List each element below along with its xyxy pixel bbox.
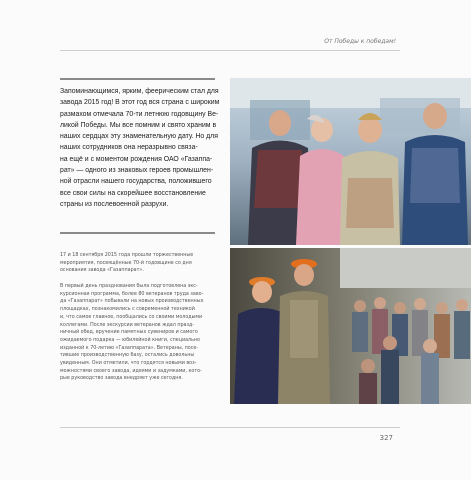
body-line: и, что самое главное, пообщались со своими молодыми	[60, 314, 203, 320]
body-line: площадках, познакомились с современной техникой	[60, 307, 195, 313]
body-line: 17 и 18 сентября 2015 года прошли торжественные	[60, 253, 194, 258]
lead-top-rule	[60, 78, 215, 80]
body-line: коллегами. После экскурсии ветеранов ждал празд-	[60, 322, 195, 328]
body-paragraph-1	[60, 252, 220, 275]
workers-crowd-photo	[230, 248, 471, 404]
lead-line: наших сотрудников она неразрывно связа-	[60, 144, 198, 152]
lead-line: завода 2015 год! В этот год вся страна с широким	[60, 99, 220, 107]
lead-line: наших сердцах эту знаменательную дату. Но для	[60, 133, 218, 141]
lead-paragraph	[60, 86, 220, 210]
body-line: В первый день празднования была подготовлена экс-	[60, 284, 198, 289]
lead-line: ликой Победы. Мы все помним и свято храним в	[60, 121, 217, 129]
lead-line: Запоминающимся, ярким, феерическим стал для	[60, 88, 219, 95]
body-paragraph-2	[60, 283, 220, 383]
lead-line: ной отрасли нашего государства, положившего	[60, 178, 212, 186]
lead-line: размахом отмечала 70-ти летнюю годовщину Ве-	[60, 110, 219, 118]
veterans-group-photo	[230, 78, 471, 245]
body-line: ничный обед, вручение памятных сувениров и самого	[60, 330, 198, 336]
body-line: изданной к 70-летию «Газаппарата». Ветераны, посе-	[60, 345, 199, 351]
body-line: курсионная программа, более 80 ветеранов труда заво-	[60, 291, 204, 297]
header-divider	[60, 50, 400, 51]
page-number: 327	[379, 434, 393, 442]
footer-divider	[60, 427, 400, 428]
body-line: можностями своего завода, идеями и задумками, кото-	[60, 368, 202, 374]
body-line: увиденным. Они отметили, что гордятся новыми воз-	[60, 361, 197, 367]
lead-bottom-rule	[60, 232, 215, 234]
body-line: тившие производственную базу, остались довольны	[60, 353, 195, 359]
body-line: рые руководство завода внедряет уже сегодня.	[60, 376, 183, 382]
body-line: да «Газаппарат» побывали на новых производственных	[60, 299, 204, 305]
lead-line: рат» — одного из знаковых героев промышлен-	[60, 167, 214, 175]
body-line: мероприятия, посвящённые 70-й годовщине со дня	[60, 260, 192, 266]
body-line: основания завода «Газаппарат».	[60, 268, 144, 274]
lead-line: все свои силы на скорейшее восстановление	[60, 189, 206, 197]
lead-line: страны из послевоенной разрухи.	[60, 200, 169, 208]
body-line: ожидаемого подарка — юбилейной книги, специально	[60, 337, 200, 343]
lead-line: на ещё и с моментом рождения ОАО «Газаппа-	[60, 155, 213, 163]
running-header-title: От Победы к победам!	[324, 38, 396, 45]
